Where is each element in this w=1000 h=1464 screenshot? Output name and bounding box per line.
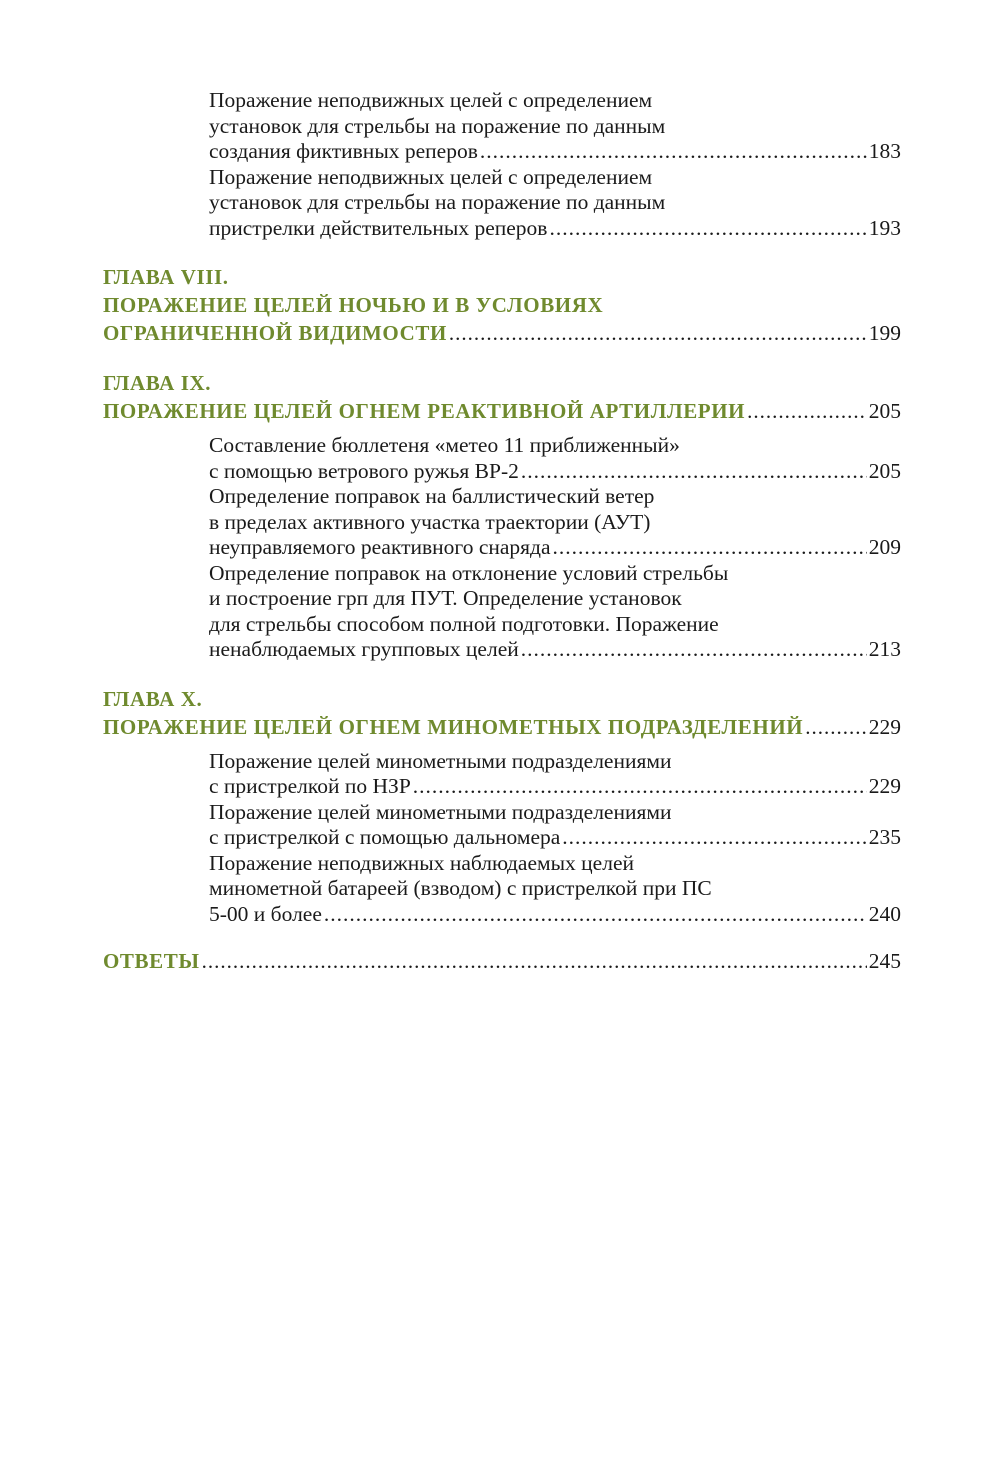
toc-entry-line: ОТВЕТЫ [103,949,200,973]
dot-leader [549,216,866,242]
dot-leader [449,319,867,347]
dot-leader [480,139,867,165]
toc-entry-line: 5-00 и более [209,901,322,926]
toc-entry-line: и построение грп для ПУТ. Определение установок [209,586,682,610]
dot-leader [413,774,867,800]
page-number: 229 [868,714,901,739]
toc-entry-line: для стрельбы способом полной подготовки. Поражение [209,611,719,636]
toc-entry-last-line [103,397,901,425]
toc-section-entry[interactable] [209,433,901,484]
toc-entry-line: неуправляемого реактивного снаряда [209,535,551,559]
toc-chapter-entry[interactable] [103,263,901,347]
toc-entry-line: Определение поправок на баллистический ветер [209,484,655,508]
dot-leader [553,535,867,561]
dot-leader [202,947,867,975]
toc-entry-last-line [103,319,901,347]
page-number: 245 [868,949,901,973]
toc-entry-line: ГЛАВА VIII. [103,265,229,289]
toc-entry-last-line [103,947,901,975]
toc-entry-last-line [209,902,901,928]
dot-leader [324,902,867,928]
dot-leader [747,397,867,425]
toc-section-entry[interactable] [209,561,901,663]
toc-chapter-entry[interactable] [103,947,901,975]
dot-leader [805,713,867,741]
toc-entry-line: Поражение целей минометными подразделениями [209,799,672,824]
page-number: 209 [868,535,901,559]
toc-entry-last-line [209,459,901,485]
toc-entry-line: в пределах активного участка траектории (АУТ) [209,509,651,534]
toc-entry-last-line [209,216,901,242]
toc-entry-line: с пристрелкой по НЗР [209,774,411,798]
toc-entry-line: ПОРАЖЕНИЕ ЦЕЛЕЙ НОЧЬЮ И В УСЛОВИЯХ [103,293,604,317]
toc-entry-line: Поражение неподвижных наблюдаемых целей [209,850,635,875]
toc-section-entry[interactable] [209,88,901,165]
dot-leader [521,459,867,485]
page-number: 205 [868,399,901,423]
toc-entry-line: ненаблюдаемых групповых целей [209,637,519,661]
toc-entry-line: Составление бюллетеня «метео 11 приближенный» [209,433,680,457]
toc-section-entry[interactable] [209,165,901,242]
toc-entry-line: установок для стрельбы на поражение по данным [209,190,666,214]
table-of-contents [103,88,901,975]
toc-entry-line: Поражение неподвижных целей с определением [209,88,653,112]
toc-entry-line: с помощью ветрового ружья ВР-2 [209,458,519,483]
toc-entry-last-line [209,139,901,165]
toc-entry-line: с пристрелкой с помощью дальномера [209,825,561,849]
page-number: 205 [868,458,901,483]
dot-leader [521,637,867,663]
toc-entry-last-line [209,637,901,663]
toc-entry-line: пристрелки действительных реперов [209,215,548,240]
toc-section-entry[interactable] [209,484,901,561]
toc-entry-last-line [103,713,901,741]
toc-entry-line: ГЛАВА IX. [103,371,212,395]
toc-entry-line: ОГРАНИЧЕННОЙ ВИДИМОСТИ [103,321,447,345]
page-number: 240 [868,901,901,926]
toc-entry-line: минометной батареей (взводом) с пристрелкой при ПС [209,876,712,900]
toc-chapter-entry[interactable] [103,369,901,425]
toc-entry-line: установок для стрельбы на поражение по данным [209,113,666,138]
toc-entry-last-line [209,774,901,800]
page-number: 213 [868,637,901,661]
toc-entry-line: ПОРАЖЕНИЕ ЦЕЛЕЙ ОГНЕМ РЕАКТИВНОЙ АРТИЛЛЕРИИ [103,399,746,423]
toc-section-entry[interactable] [209,851,901,928]
toc-entry-line: ПОРАЖЕНИЕ ЦЕЛЕЙ ОГНЕМ МИНОМЕТНЫХ ПОДРАЗДЕЛЕНИЙ [103,714,804,739]
page-number: 183 [868,139,901,163]
dot-leader [562,825,866,851]
toc-entry-line: Поражение неподвижных целей с определением [209,164,653,189]
toc-entry-last-line [209,535,901,561]
toc-entry-line: ГЛАВА X. [103,686,203,711]
page-number: 193 [868,215,901,240]
page-number: 199 [868,321,901,345]
page-number: 229 [868,774,901,798]
toc-chapter-entry[interactable] [103,685,901,741]
page-number: 235 [868,825,901,849]
toc-entry-line: Определение поправок на отклонение условий стрельбы [209,560,729,585]
toc-entry-line: Поражение целей минометными подразделениями [209,748,672,773]
toc-entry-line: создания фиктивных реперов [209,139,478,163]
toc-section-entry[interactable] [209,800,901,851]
toc-section-entry[interactable] [209,749,901,800]
toc-entry-last-line [209,825,901,851]
